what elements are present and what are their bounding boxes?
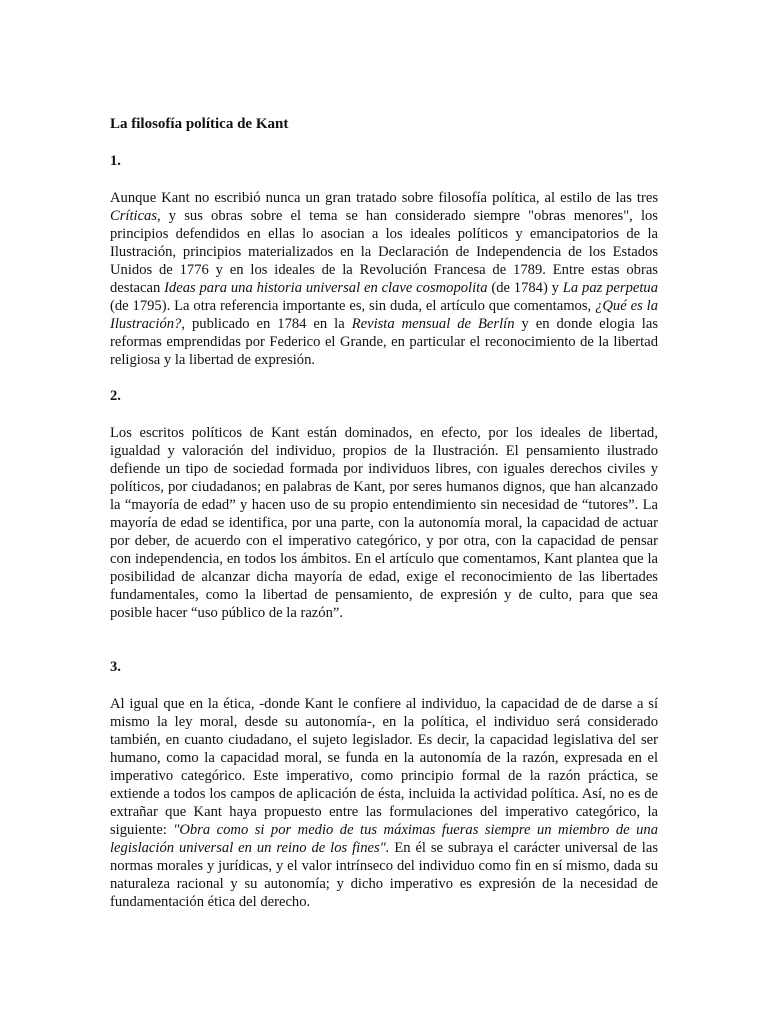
text-run: , publicado en 1784 en la (181, 316, 352, 332)
text-run: En él se subraya el carácter universal de las normas morales y jurídicas, y el valor intrínseco del individuo como fin en sí mismo, dada su naturaleza racional y su autonomía; y dicho imperativo es expresión de la necesidad de fundamentación ética del derecho. (110, 840, 658, 910)
text-run: , y sus obras sobre el tema se han considerado siempre "obras menores", los principios defendidos en ellas lo asocian a los ideales políticos y emancipatorios de la Ilustración, principios materializados en la Declaración de Independencia de los Estados Unidos de 1776 y en los ideales de la Revolución Francesa de 1789. Entre estas obras destacan (110, 208, 658, 296)
spacer (110, 640, 658, 658)
italic-title-revista: Revista mensual de Berlín (351, 316, 515, 332)
text-run: (de 1795). La otra referencia importante es, sin duda, el artículo que comentamos, (110, 298, 596, 314)
italic-title-criticas: Críticas (110, 208, 158, 224)
italic-quote-imperativo: "Obra como si por medio de tus máximas fueras siempre un miembro de una legislación universal en un reino de los fines". (110, 822, 658, 856)
document-page (110, 115, 658, 911)
section-number-1: 1. (110, 153, 121, 169)
section-number-3: 3. (110, 659, 121, 675)
section-number-2: 2. (110, 388, 121, 404)
section-paragraph-3 (110, 695, 658, 911)
section-paragraph-1 (110, 189, 658, 369)
italic-title-paz-perpetua: La paz perpetua (562, 280, 658, 296)
italic-title-ideas: Ideas para una historia universal en clave cosmopolita (164, 280, 488, 296)
text-run: Aunque Kant no escribió nunca un gran tratado sobre filosofía política, al estilo de las tres (110, 190, 658, 206)
text-run: y en donde elogia las reformas emprendidas por Federico el Grande, en particular el reconocimiento de la libertad religiosa y la libertad de expresión. (110, 316, 658, 368)
text-run: Los escritos políticos de Kant están dominados, en efecto, por los ideales de libertad, igualdad y valoración del individuo, propios de la Ilustración. El pensamiento ilustrado defiende un tipo de sociedad formada por individuos libres, con iguales derechos civiles y políticos, por ciudadanos; en palabras de Kant, por seres humanos dignos, que han alcanzado la “mayoría de edad” y hacen uso de su propio entendimiento sin necesidad de “tutores”. La mayoría de edad se identifica, por una parte, con la autonomía moral, la capacidad de actuar por deber, de acuerdo con el imperativo categórico, y por otra, con la capacidad de pensar con independencia, en todos los ámbitos. En el artículo que comentamos, Kant plantea que la posibilidad de alcanzar dicha mayoría de edad, exige el reconocimiento de las libertades fundamentales, como la libertad de pensamiento, de expresión y de culto, para que sea posible hacer “uso público de la razón”. (110, 425, 658, 621)
italic-title-ilustracion: ¿Qué es la Ilustración? (110, 298, 658, 332)
text-run: Al igual que en la ética, -donde Kant le confiere al individuo, la capacidad de de darse a sí mismo la ley moral, desde su autonomía-, en la política, el individuo será considerado también, en cuanto ciudadano, el sujeto legislador. Es decir, la capacidad legislativa del ser humano, como la capacidad moral, se funda en la autonomía de la razón, expresada en el imperativo categórico. Este imperativo, como principio formal de la razón práctica, se extiende a todos los campos de aplicación de ésta, incluida la actividad política. Así, no es de extrañar que Kant haya propuesto entre las formulaciones del imperativo categórico, la siguiente: (110, 696, 658, 838)
section-paragraph-2 (110, 424, 658, 622)
text-run: (de 1784) y (487, 280, 563, 296)
document-title: La filosofía política de Kant (110, 116, 289, 132)
